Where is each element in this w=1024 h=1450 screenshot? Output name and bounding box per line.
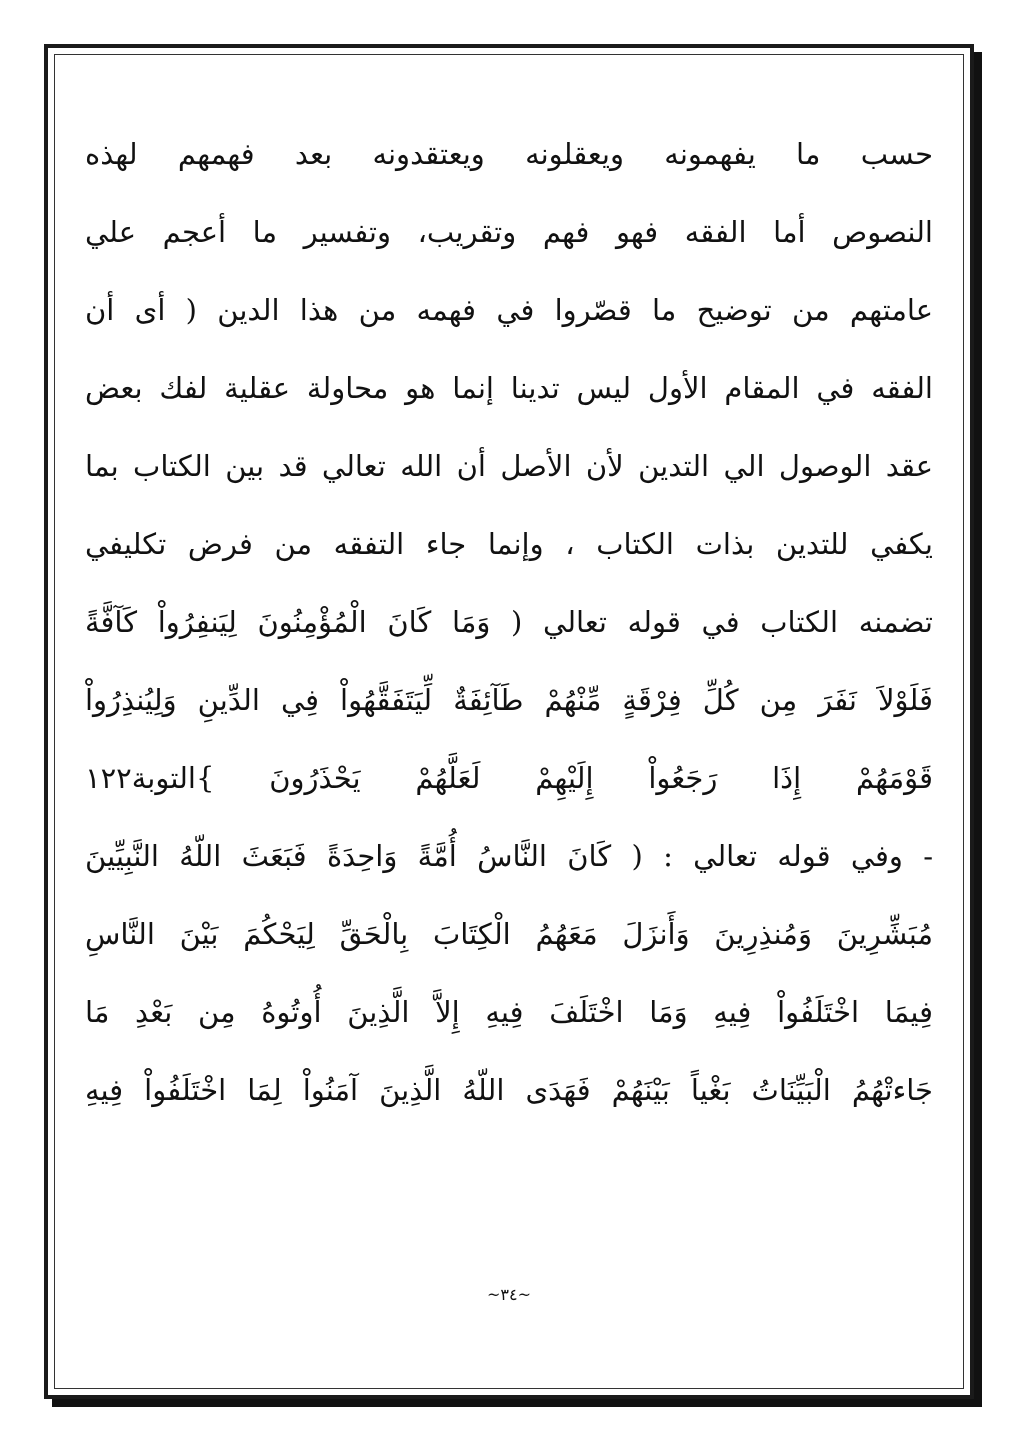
text-line: حسب ما يفهمونه ويعقلونه ويعتقدونه بعد فهمهم لهذه bbox=[85, 137, 933, 171]
text-line: فَلَوْلاَ نَفَرَ مِن كُلِّ فِرْقَةٍ مِّنْهُمْ طَآئِفَةٌ لِّيَتَفَقَّهُواْ فِي الدِّينِ وَلِيُنذِرُواْ bbox=[85, 683, 933, 717]
body-text bbox=[85, 115, 933, 1129]
text-line: الفقه في المقام الأول ليس تدينا إنما هو محاولة عقلية لفك بعض bbox=[85, 371, 933, 405]
text-line: جَاءتْهُمُ الْبَيِّنَاتُ بَغْياً بَيْنَهُمْ فَهَدَى اللّهُ الَّذِينَ آمَنُواْ لِمَا اخْتَلَفُواْ فِيهِ bbox=[85, 1073, 933, 1107]
page-number: ~٣٤~ bbox=[487, 1285, 531, 1304]
text-line: عقد الوصول الي التدين لأن الأصل أن الله تعالي قد بين الكتاب بما bbox=[85, 449, 933, 483]
text-line: - وفي قوله تعالي : ( كَانَ النَّاسُ أُمَّةً وَاحِدَةً فَبَعَثَ اللّهُ النَّبِيِّينَ bbox=[85, 839, 933, 873]
text-line: عامتهم من توضيح ما قصّروا في فهمه من هذا الدين ( أى أن bbox=[85, 293, 933, 327]
text-line: يكفي للتدين بذات الكتاب ، وإنما جاء التفقه من فرض تكليفي bbox=[85, 527, 933, 561]
page-inner-frame bbox=[54, 54, 964, 1389]
text-line: النصوص أما الفقه فهو فهم وتقريب، وتفسير ما أعجم علي bbox=[85, 215, 933, 249]
text-line: فِيمَا اخْتَلَفُواْ فِيهِ وَمَا اخْتَلَفَ فِيهِ إِلاَّ الَّذِينَ أُوتُوهُ مِن بَعْدِ مَا bbox=[85, 995, 933, 1029]
text-line: مُبَشِّرِينَ وَمُنذِرِينَ وَأَنزَلَ مَعَهُمُ الْكِتَابَ بِالْحَقِّ لِيَحْكُمَ بَيْنَ النَّاسِ bbox=[85, 917, 933, 951]
text-line: قَوْمَهُمْ إِذَا رَجَعُواْ إِلَيْهِمْ لَعَلَّهُمْ يَحْذَرُونَ }التوبة١٢٢ bbox=[85, 761, 933, 795]
page-frame bbox=[44, 44, 974, 1399]
text-line: تضمنه الكتاب في قوله تعالي ( وَمَا كَانَ الْمُؤْمِنُونَ لِيَنفِرُواْ كَآفَّةً bbox=[85, 605, 933, 639]
